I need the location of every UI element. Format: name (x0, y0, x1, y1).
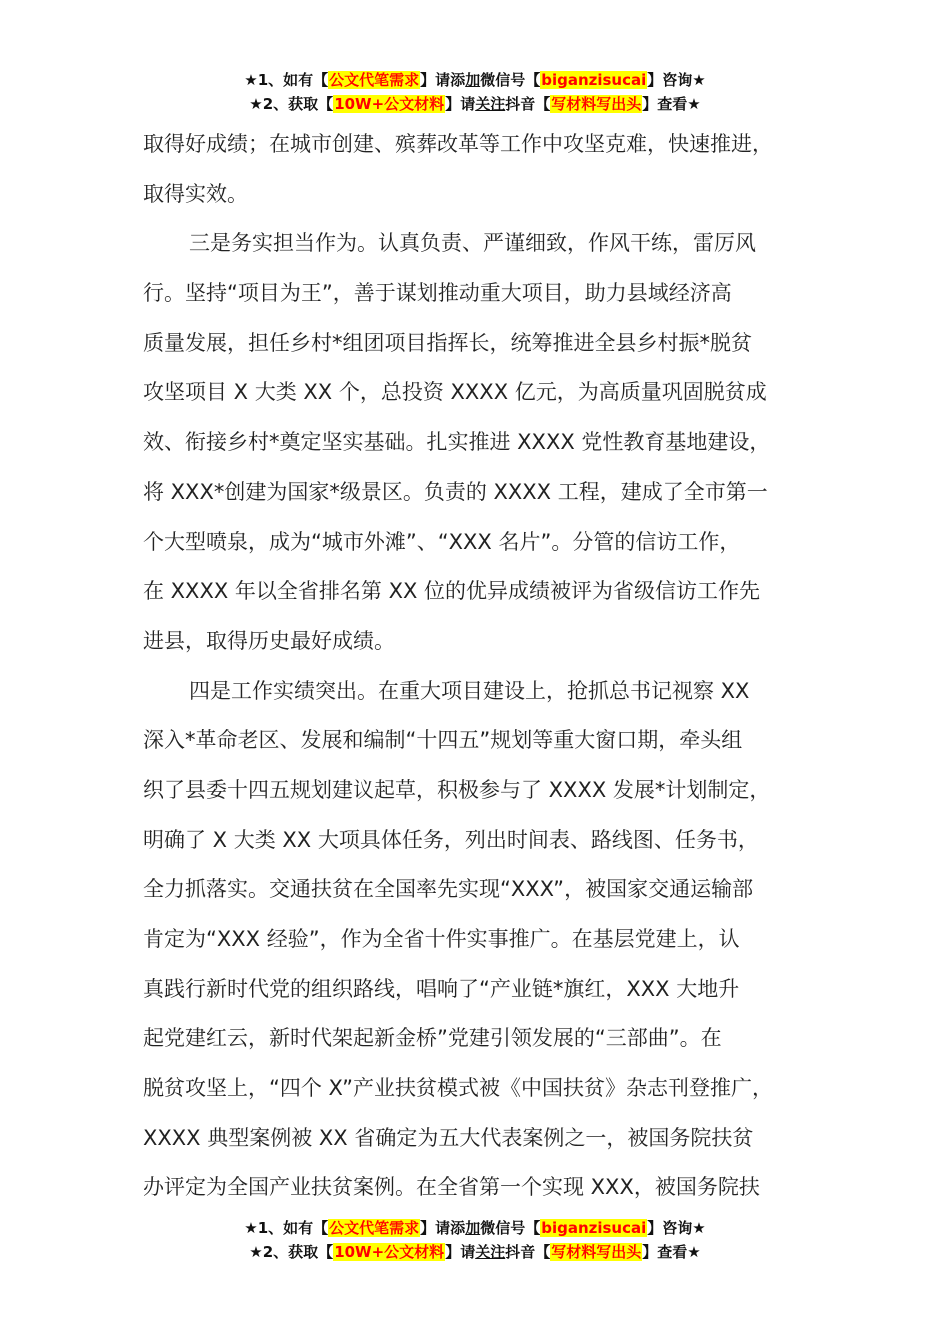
text-line: 个大型喷泉，成为“城市外滩”、“XXX 名片”。分管的信访工作， (143, 529, 741, 554)
document-body (143, 120, 823, 1213)
banner-text: 】请添 (420, 1219, 466, 1237)
text-line: 攻坚项目 X 大类 XX 个，总投资 XXXX 亿元，为高质量巩固脱贫成 (143, 380, 767, 405)
text-line: 深入*革命老区、发展和编制“十四五”规划等重大窗口期，牵头组 (143, 728, 743, 753)
banner-underlined-text: 加 (465, 1219, 481, 1237)
banner-underlined-text: 加 (465, 71, 481, 89)
text-line: 将 XXX*创建为国家*级景区。负责的 XXXX 工程，建成了全市第一 (143, 479, 768, 504)
text-line: 进县，取得历史最好成绩。 (143, 628, 395, 653)
footer-banner (0, 1216, 950, 1264)
banner-line-2 (0, 92, 950, 116)
text-line: 织了县委十四五规划建议起草，积极参与了 XXXX 发展*计划制定， (143, 777, 771, 802)
banner-text: 】请添 (420, 71, 466, 89)
text-line: 全力抓落实。交通扶贫在全国率先实现“XXX”，被国家交通运输部 (143, 877, 754, 902)
banner-line-1 (0, 68, 950, 92)
header-banner (0, 68, 950, 116)
banner-text: 】查看★ (642, 1243, 701, 1261)
banner-underlined-text: 关注 (475, 1243, 506, 1261)
highlight-douyin-account: 写材料写出头 (551, 1243, 642, 1261)
text-line: 肯定为“XXX 经验”，作为全省十件实事推广。在基层党建上，认 (143, 927, 740, 951)
text-line: 办评定为全国产业扶贫案例。在全省第一个实现 XXX，被国务院扶 (143, 1175, 760, 1200)
text-line: 明确了 X 大类 XX 大项具体任务，列出时间表、路线图、任务书， (143, 827, 759, 852)
text-line: 取得好成绩；在城市创建、殡葬改革等工作中攻坚克难，快速推进， (143, 132, 773, 156)
highlight-wechat-id: biganzisucai (541, 71, 647, 89)
text-line: 效、衔接乡村*奠定坚实基础。扎实推进 XXXX 党性教育基地建设， (143, 430, 771, 455)
paragraph-start-line: 四是工作实绩突出。在重大项目建设上，抢抓总书记视察 XX (189, 678, 750, 703)
banner-text: 】查看★ (642, 95, 701, 113)
text-line: 起党建红云，新时代架起新金桥”党建引领发展的“三部曲”。在 (143, 1026, 722, 1051)
banner-text: 】请 (445, 1243, 476, 1261)
banner-underlined-text: 关注 (475, 95, 506, 113)
text-line: 脱贫攻坚上，“四个 X”产业扶贫模式被《中国扶贫》杂志刊登推广， (143, 1076, 773, 1101)
highlight-service: 公文代笔需求 (329, 71, 420, 89)
text-line: 取得实效。 (143, 181, 248, 206)
banner-line-2 (0, 1240, 950, 1264)
banner-text: 微信号【 (480, 71, 541, 89)
highlight-materials: 10W+公文材料 (334, 95, 445, 113)
text-line: 质量发展，担任乡村*组团项目指挥长，统筹推进全县乡村振*脱贫 (143, 330, 752, 355)
banner-text: 抖音【 (505, 95, 551, 113)
banner-text: ★2、获取【 (249, 95, 334, 113)
banner-text: 微信号【 (480, 1219, 541, 1237)
text-line: XXXX 典型案例被 XX 省确定为五大代表案例之一，被国务院扶贫 (143, 1125, 754, 1150)
banner-text: ★2、获取【 (249, 1243, 334, 1261)
highlight-service: 公文代笔需求 (329, 1219, 420, 1237)
highlight-materials: 10W+公文材料 (334, 1243, 445, 1261)
banner-text: ★1、如有【 (244, 1219, 329, 1237)
banner-text: 抖音【 (505, 1243, 551, 1261)
banner-text: ★1、如有【 (244, 71, 329, 89)
banner-line-1 (0, 1216, 950, 1240)
banner-text: 】请 (445, 95, 476, 113)
banner-text: 】咨询★ (647, 1219, 706, 1237)
banner-text: 】咨询★ (647, 71, 706, 89)
highlight-douyin-account: 写材料写出头 (551, 95, 642, 113)
text-line: 在 XXXX 年以全省排名第 XX 位的优异成绩被评为省级信访工作先 (143, 579, 761, 604)
text-line: 行。坚持“项目为王”，善于谋划推动重大项目，助力县域经济高 (143, 281, 732, 306)
text-line: 真践行新时代党的组织路线，唱响了“产业链*旗红，XXX 大地升 (143, 976, 740, 1001)
paragraph-start-line: 三是务实担当作为。认真负责、严谨细致，作风干练，雷厉风 (189, 231, 756, 256)
highlight-wechat-id: biganzisucai (541, 1219, 647, 1237)
